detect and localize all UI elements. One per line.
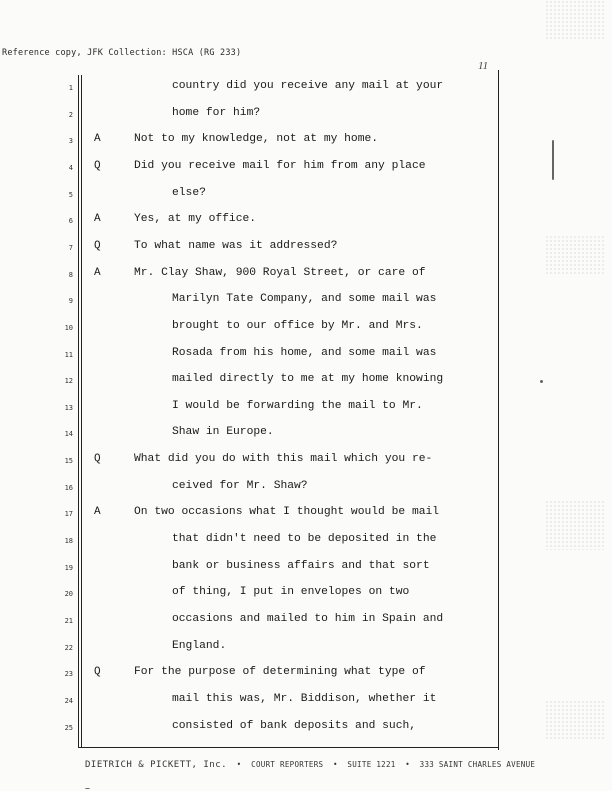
line-text: To what name was it addressed? [134, 239, 338, 252]
transcript-line [0, 371, 612, 391]
transcript-line [0, 158, 612, 178]
transcript-line [0, 504, 612, 524]
line-number: 3 [68, 137, 73, 146]
transcript-line [0, 291, 612, 311]
transcript-line [0, 238, 612, 258]
speaker-label: A [94, 266, 101, 279]
line-text: that didn't need to be deposited in the [172, 533, 437, 546]
line-number: 12 [64, 377, 73, 386]
transcript-line [0, 318, 612, 338]
speaker-label: A [94, 133, 101, 146]
transcript-line [0, 131, 612, 151]
speaker-label: A [94, 506, 101, 519]
transcript-line [0, 424, 612, 444]
transcript-line [0, 718, 612, 738]
line-number: 17 [64, 510, 73, 519]
line-number: 25 [64, 723, 73, 732]
scan-speck [85, 788, 90, 789]
line-number: 19 [64, 563, 73, 572]
line-text: country did you receive any mail at your [172, 80, 444, 92]
transcript-line [0, 558, 612, 578]
line-number: 4 [68, 163, 73, 172]
line-number: 18 [64, 537, 73, 546]
line-number: 5 [68, 190, 73, 199]
transcript-line [0, 584, 612, 604]
line-text: For the purpose of determining what type of [134, 666, 426, 679]
line-number: 24 [64, 696, 73, 705]
transcript-line [0, 478, 612, 498]
scan-noise [545, 235, 605, 275]
transcript-line [0, 265, 612, 285]
line-number: 13 [64, 403, 73, 412]
line-number: 8 [68, 270, 73, 279]
transcript-line [0, 691, 612, 711]
line-text: mailed directly to me at my home knowing [172, 373, 444, 386]
transcript-line [0, 211, 612, 231]
line-number: 14 [64, 430, 73, 439]
transcript-line [0, 611, 612, 631]
line-text: I would be forwarding the mail to Mr. [172, 399, 423, 412]
transcript-line [0, 185, 612, 205]
transcript-line [0, 105, 612, 125]
line-text: home for him? [172, 106, 261, 119]
line-number: 6 [68, 217, 73, 226]
line-text: Not to my knowledge, not at my home. [134, 133, 379, 146]
line-text: Rosada from his home, and some mail was [172, 346, 437, 359]
line-number: 9 [68, 297, 73, 306]
line-number: 16 [64, 483, 73, 492]
scan-speck [540, 380, 543, 383]
transcript-line [0, 451, 612, 471]
transcript-line [0, 531, 612, 551]
page-number: 11 [478, 60, 489, 72]
line-text: What did you do with this mail which you re- [134, 453, 433, 466]
speaker-label: Q [94, 239, 101, 252]
scan-noise [545, 0, 605, 40]
line-number: 15 [64, 457, 73, 466]
transcript-line [0, 664, 612, 684]
line-number: 1 [68, 84, 73, 92]
line-text: brought to our office by Mr. and Mrs. [172, 319, 423, 332]
line-text: On two occasions what I thought would be mail [134, 506, 440, 519]
line-text: occasions and mailed to him in Spain and [172, 613, 444, 625]
line-number: 11 [64, 350, 73, 359]
line-text: else? [172, 186, 206, 199]
line-text: Yes, at my office. [134, 213, 257, 226]
transcript-line [0, 398, 612, 418]
footer-firm: DIETRICH & PICKETT, Inc. [85, 760, 228, 770]
line-number: 23 [64, 670, 73, 679]
scan-speck [552, 140, 554, 180]
line-text: mail this was, Mr. Biddison, whether it [172, 692, 437, 705]
line-number: 10 [64, 323, 73, 332]
bottom-rule [78, 747, 499, 748]
line-text: of thing, I put in envelopes on two [172, 586, 410, 599]
transcript-line [0, 78, 612, 98]
transcript-line [0, 638, 612, 658]
transcript-line [0, 345, 612, 365]
speaker-label: Q [94, 159, 101, 172]
speaker-label: Q [94, 666, 101, 679]
line-number: 21 [64, 617, 73, 625]
scan-noise [545, 700, 605, 740]
line-text: Marilyn Tate Company, and some mail was [172, 293, 437, 306]
line-text: Shaw in Europe. [172, 426, 274, 439]
line-text: ceived for Mr. Shaw? [172, 479, 308, 492]
speaker-label: A [94, 213, 101, 226]
line-number: 22 [64, 643, 73, 652]
line-text: Did you receive mail for him from any place [134, 159, 426, 172]
line-text: consisted of bank deposits and such, [172, 719, 417, 732]
line-number: 2 [68, 110, 73, 119]
footer-address: • COURT REPORTERS • SUITE 1221 • 333 SAINT CHARLES AVENUE [227, 760, 536, 769]
line-number: 7 [68, 243, 73, 252]
line-text: Mr. Clay Shaw, 900 Royal Street, or care of [134, 266, 426, 279]
line-number: 20 [64, 590, 73, 599]
line-text: England. [172, 639, 227, 652]
speaker-label: Q [94, 453, 101, 466]
scan-noise [545, 500, 605, 550]
footer [85, 760, 535, 770]
header-stamp: Reference copy, JFK Collection: HSCA (RG 233) [2, 48, 242, 58]
line-text: bank or business affairs and that sort [172, 559, 430, 572]
